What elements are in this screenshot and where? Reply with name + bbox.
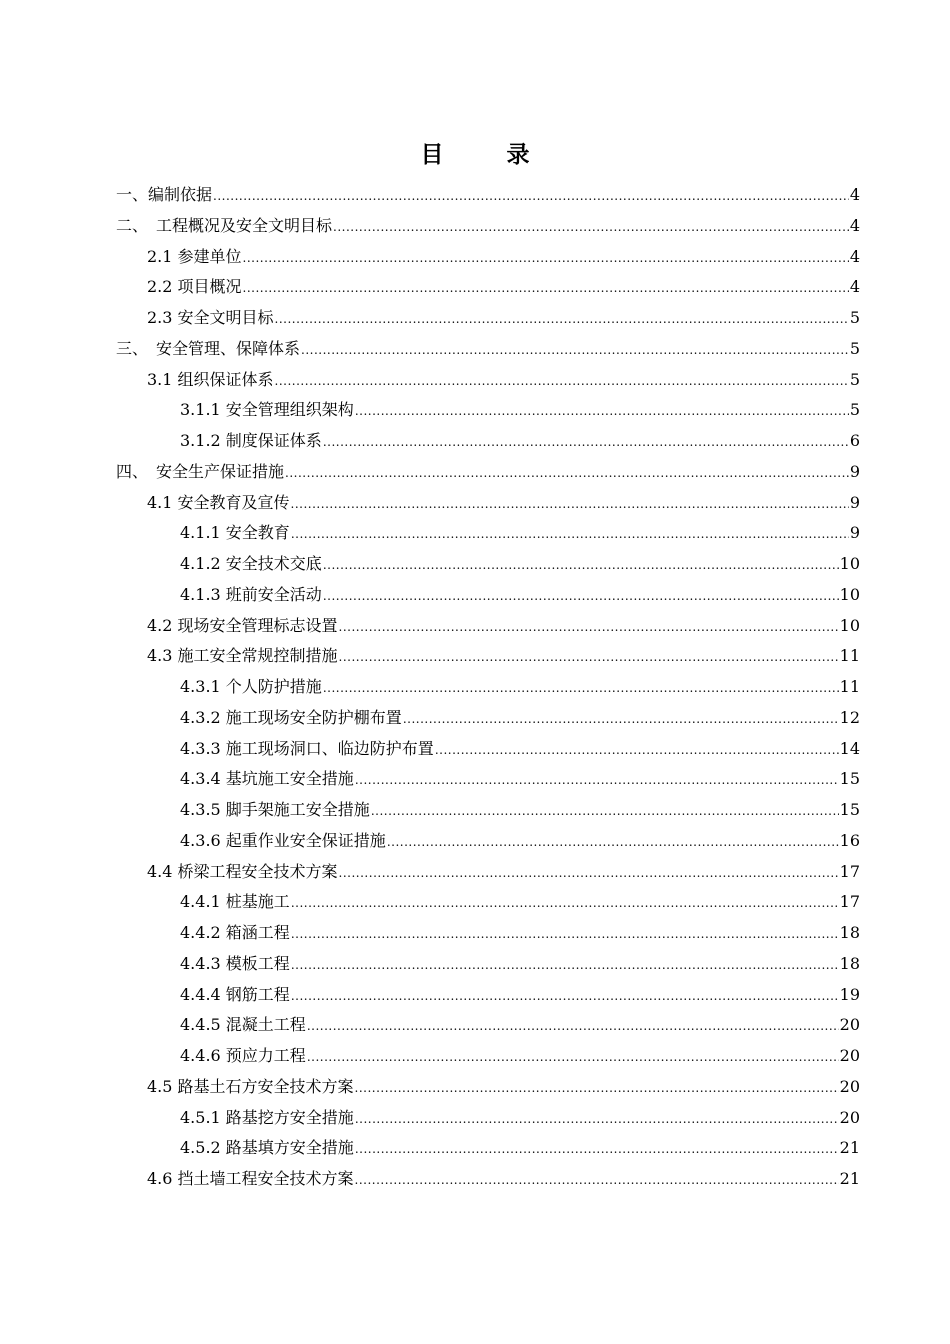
- toc-dot-leader: [275, 304, 849, 335]
- toc-dot-leader: [323, 673, 839, 704]
- toc-dot-leader: [307, 1011, 839, 1042]
- toc-entry-title: 4.3.5 脚手架施工安全措施: [180, 800, 370, 819]
- toc-dot-leader: [307, 1042, 839, 1073]
- toc-dot-leader: [291, 888, 839, 919]
- toc-entry[interactable]: [116, 1164, 860, 1195]
- toc-page-number: 15: [839, 769, 860, 789]
- toc-entry[interactable]: [116, 1133, 860, 1164]
- toc-page-number: 4: [849, 246, 860, 266]
- toc-page-number: 6: [849, 431, 860, 450]
- toc-dot-leader: [355, 1134, 839, 1165]
- toc-entry-title: 4.1.3 班前安全活动: [180, 584, 322, 604]
- toc-page-number: 20: [839, 1076, 860, 1096]
- toc-page-number: 17: [839, 892, 860, 912]
- toc-entry[interactable]: [116, 611, 860, 642]
- toc-entry[interactable]: [116, 641, 860, 672]
- toc-entry-title: 4.1.1 安全教育: [180, 523, 290, 543]
- toc-dot-leader: [301, 335, 849, 366]
- toc-entry[interactable]: [116, 518, 860, 549]
- toc-entry-title: 4.3.4 基坑施工安全措施: [180, 769, 354, 789]
- toc-page-number: 11: [839, 677, 860, 696]
- toc-dot-leader: [291, 519, 849, 550]
- toc-page-number: 10: [839, 554, 860, 573]
- toc-page-number: 9: [849, 492, 860, 512]
- toc-entry[interactable]: [116, 887, 860, 918]
- toc-entry[interactable]: [116, 242, 860, 273]
- toc-entry[interactable]: [116, 857, 860, 888]
- toc-page-number: 14: [839, 738, 860, 758]
- toc-dot-leader: [291, 950, 839, 981]
- toc-dot-leader: [291, 919, 839, 950]
- toc-dot-leader: [291, 981, 839, 1012]
- toc-entry[interactable]: [116, 426, 860, 457]
- toc-dot-leader: [355, 765, 839, 796]
- toc-entry[interactable]: [116, 1103, 860, 1134]
- toc-entry[interactable]: [116, 672, 860, 703]
- toc-page-number: 20: [839, 1107, 860, 1127]
- toc-entry-title: 4.5 路基土石方安全技术方案: [147, 1076, 354, 1096]
- toc-page-number: 11: [839, 646, 860, 666]
- toc-entry-title: 一、编制依据: [116, 185, 213, 204]
- toc-entry[interactable]: [116, 580, 860, 611]
- toc-entry-title: 4.3.1 个人防护措施: [180, 677, 322, 696]
- toc-entry[interactable]: [116, 180, 860, 211]
- toc-dot-leader: [275, 366, 849, 397]
- toc-entry[interactable]: [116, 1010, 860, 1041]
- toc-dot-leader: [291, 489, 849, 520]
- toc-page-number: 9: [849, 461, 860, 481]
- toc-page-number: 5: [849, 308, 860, 327]
- toc-dot-leader: [339, 612, 839, 643]
- toc-page-number: 16: [839, 830, 860, 850]
- toc-entry-title: 4.6 挡土墙工程安全技术方案: [147, 1169, 354, 1188]
- toc-entry-title: 4.2 现场安全管理标志设置: [147, 615, 338, 635]
- toc-entry[interactable]: [116, 303, 860, 334]
- toc-dot-leader: [213, 181, 849, 212]
- toc-page-number: 4: [849, 185, 860, 204]
- toc-page-number: 18: [839, 923, 860, 942]
- toc-entry-title: 四、 安全生产保证措施: [116, 461, 285, 481]
- toc-dot-leader: [323, 427, 849, 458]
- toc-entry-title: 4.5.2 路基填方安全措施: [180, 1138, 354, 1158]
- toc-entry-title: 4.4.3 模板工程: [180, 953, 290, 973]
- toc-dot-leader: [403, 704, 839, 735]
- toc-entry-title: 二、 工程概况及安全文明目标: [116, 215, 333, 235]
- toc-entry-title: 4.1.2 安全技术交底: [180, 554, 322, 573]
- toc-dot-leader: [339, 642, 839, 673]
- toc-dot-leader: [355, 1165, 839, 1196]
- toc-page-number: 4: [849, 215, 860, 235]
- toc-dot-leader: [243, 273, 849, 304]
- toc-page-number: 20: [839, 1046, 860, 1065]
- toc-entry[interactable]: [116, 457, 860, 488]
- toc-entry[interactable]: [116, 549, 860, 580]
- toc-entry-title: 3.1.2 制度保证体系: [180, 431, 322, 450]
- toc-entry-title: 2.2 项目概况: [147, 277, 242, 297]
- toc-entry-title: 4.4.2 箱涵工程: [180, 923, 290, 942]
- toc-entry-title: 4.5.1 路基挖方安全措施: [180, 1107, 354, 1127]
- toc-entry-title: 4.1 安全教育及宣传: [147, 492, 290, 512]
- toc-page-number: 5: [849, 369, 860, 389]
- toc-entry[interactable]: [116, 764, 860, 795]
- toc-entry-title: 4.3.6 起重作业安全保证措施: [180, 830, 386, 850]
- page-title: 目 录: [420, 141, 550, 168]
- toc-entry[interactable]: [116, 1072, 860, 1103]
- table-of-contents: [116, 180, 860, 1195]
- toc-entry[interactable]: [116, 488, 860, 519]
- toc-entry[interactable]: [116, 703, 860, 734]
- toc-entry-title: 4.4.1 桩基施工: [180, 892, 290, 912]
- toc-dot-leader: [371, 796, 839, 827]
- toc-entry-title: 4.3 施工安全常规控制措施: [147, 646, 338, 666]
- toc-entry[interactable]: [116, 980, 860, 1011]
- toc-page-number: 5: [849, 338, 860, 358]
- toc-entry[interactable]: [116, 395, 860, 426]
- toc-page-number: 10: [839, 584, 860, 604]
- toc-page-number: 9: [849, 523, 860, 543]
- toc-entry-title: 三、 安全管理、保障体系: [116, 338, 301, 358]
- toc-dot-leader: [435, 735, 839, 766]
- toc-page-number: 15: [839, 800, 860, 819]
- toc-entry-title: 4.4.4 钢筋工程: [180, 984, 290, 1004]
- toc-entry[interactable]: [116, 918, 860, 949]
- toc-dot-leader: [387, 827, 839, 858]
- toc-entry[interactable]: [116, 734, 860, 765]
- toc-entry[interactable]: [116, 334, 860, 365]
- toc-entry-title: 2.3 安全文明目标: [147, 308, 274, 327]
- toc-entry[interactable]: [116, 826, 860, 857]
- toc-entry-title: 3.1 组织保证体系: [147, 369, 274, 389]
- toc-entry-title: 4.3.3 施工现场洞口、临边防护布置: [180, 738, 434, 758]
- toc-dot-leader: [355, 1104, 839, 1135]
- toc-page-number: 21: [839, 1138, 860, 1158]
- toc-entry[interactable]: [116, 1041, 860, 1072]
- toc-page-number: 12: [839, 707, 860, 727]
- toc-page-number: 17: [839, 861, 860, 881]
- toc-entry[interactable]: [116, 949, 860, 980]
- toc-page-number: 5: [849, 400, 860, 420]
- toc-entry-title: 4.3.2 施工现场安全防护棚布置: [180, 707, 402, 727]
- toc-page-number: 21: [839, 1169, 860, 1188]
- toc-page-number: 18: [839, 953, 860, 973]
- toc-page-number: 10: [839, 615, 860, 635]
- toc-page-number: 19: [839, 984, 860, 1004]
- toc-entry[interactable]: [116, 211, 860, 242]
- toc-entry[interactable]: [116, 365, 860, 396]
- toc-page-number: 4: [849, 277, 860, 297]
- toc-dot-leader: [323, 581, 839, 612]
- toc-entry[interactable]: [116, 272, 860, 303]
- toc-entry-title: 3.1.1 安全管理组织架构: [180, 400, 354, 420]
- toc-dot-leader: [243, 243, 849, 274]
- toc-entry-title: 4.4.5 混凝土工程: [180, 1015, 306, 1035]
- toc-dot-leader: [339, 858, 839, 889]
- toc-page-number: 20: [839, 1015, 860, 1035]
- toc-entry[interactable]: [116, 795, 860, 826]
- toc-entry-title: 4.4 桥梁工程安全技术方案: [147, 861, 338, 881]
- toc-dot-leader: [333, 212, 849, 243]
- toc-dot-leader: [285, 458, 849, 489]
- toc-entry-title: 4.4.6 预应力工程: [180, 1046, 306, 1065]
- toc-dot-leader: [355, 396, 849, 427]
- toc-entry-title: 2.1 参建单位: [147, 246, 242, 266]
- toc-dot-leader: [323, 550, 839, 581]
- toc-dot-leader: [355, 1073, 839, 1104]
